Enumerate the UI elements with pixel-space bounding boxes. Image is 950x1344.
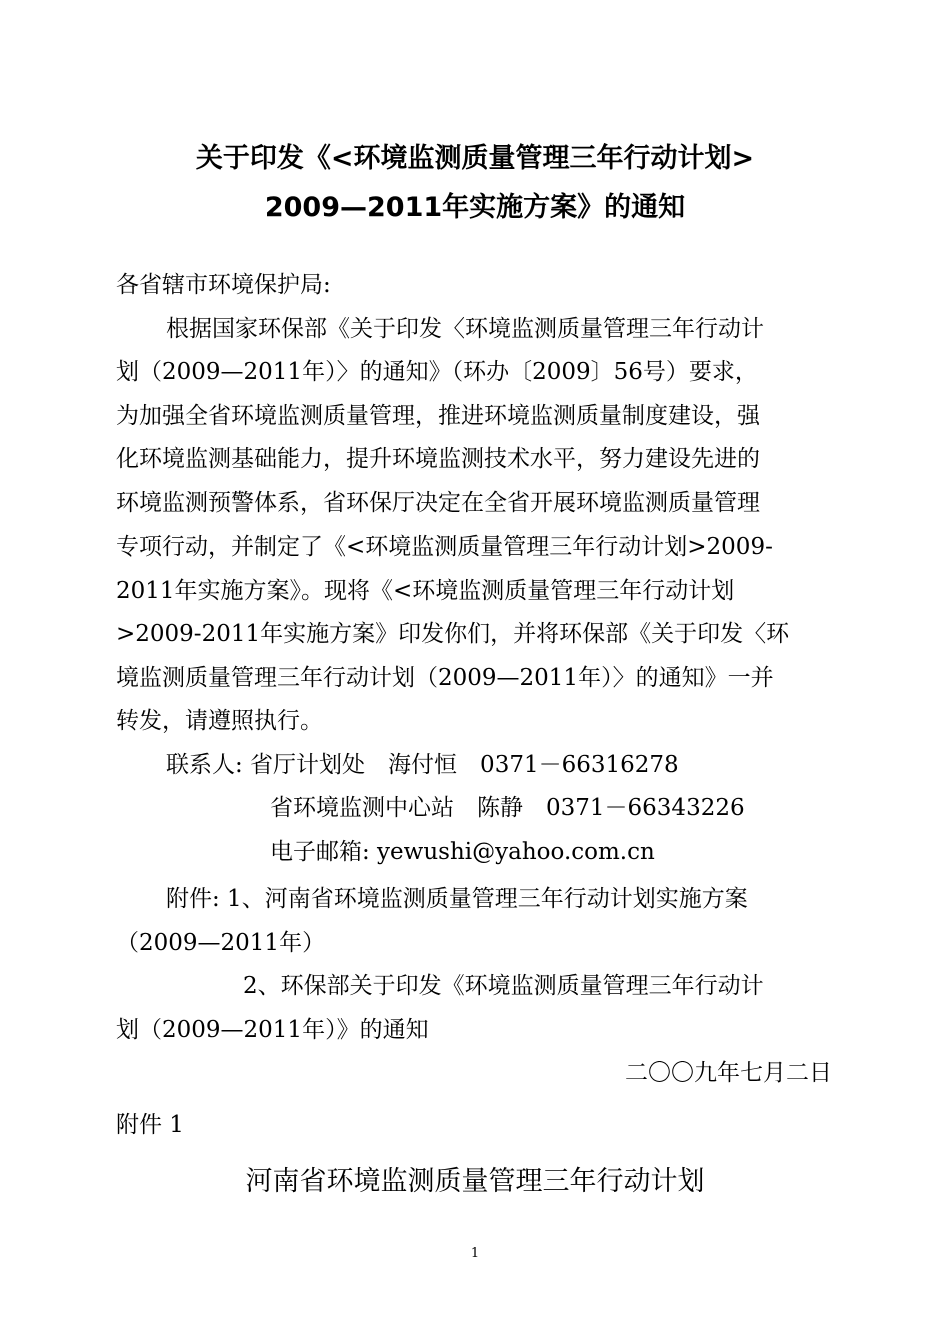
paragraph-line: >2009-2011年实施方案》印发你们，并将环保部《关于印发〈环 [116, 621, 790, 647]
paragraph-line: 境监测质量管理三年行动计划（2009—2011年）〉的通知》一并 [116, 665, 774, 691]
paragraph-line: 化环境监测基础能力，提升环境监测技术水平，努力建设先进的 [116, 446, 760, 472]
contact-email: 电子邮箱: yewushi@yahoo.com.cn [270, 839, 655, 865]
document-title-line-2: 2009—2011年实施方案》的通知 [264, 192, 686, 223]
page-number: 1 [470, 1246, 480, 1261]
document-title-line-1: 关于印发《<环境监测质量管理三年行动计划> [195, 143, 755, 174]
attachment-title: 河南省环境监测质量管理三年行动计划 [245, 1166, 705, 1197]
paragraph-line: 环境监测预警体系，省环保厅决定在全省开展环境监测质量管理 [116, 490, 760, 516]
attachment-item-2: 2、环保部关于印发《环境监测质量管理三年行动计 [243, 973, 764, 999]
contact-person-2: 省环境监测中心站 陈静 0371－66343226 [270, 795, 745, 821]
attachment-item-1-cont: （2009—2011年） [116, 930, 326, 956]
paragraph-line: 转发，请遵照执行。 [116, 708, 323, 734]
paragraph-line: 为加强全省环境监测质量管理，推进环境监测质量制度建设，强 [116, 403, 760, 429]
salutation: 各省辖市环境保护局: [116, 272, 331, 298]
attachment-item-1: 附件: 1、河南省环境监测质量管理三年行动计划实施方案 [166, 886, 748, 912]
contact-person: 联系人: 省厅计划处 海付恒 0371－66316278 [166, 752, 679, 778]
paragraph-line: 2011年实施方案》。现将《<环境监测质量管理三年行动计划 [116, 578, 735, 604]
attachment-label: 附件 1 [116, 1112, 184, 1138]
paragraph-line: 根据国家环保部《关于印发〈环境监测质量管理三年行动计 [166, 316, 764, 342]
paragraph-line: 划（2009—2011年）〉的通知》（环办〔2009〕56号）要求， [116, 359, 758, 385]
issue-date: 二〇〇九年七月二日 [625, 1060, 832, 1086]
attachment-item-2-cont: 划（2009—2011年）》的通知 [116, 1017, 429, 1043]
paragraph-line: 专项行动，并制定了《<环境监测质量管理三年行动计划>2009- [116, 534, 773, 560]
